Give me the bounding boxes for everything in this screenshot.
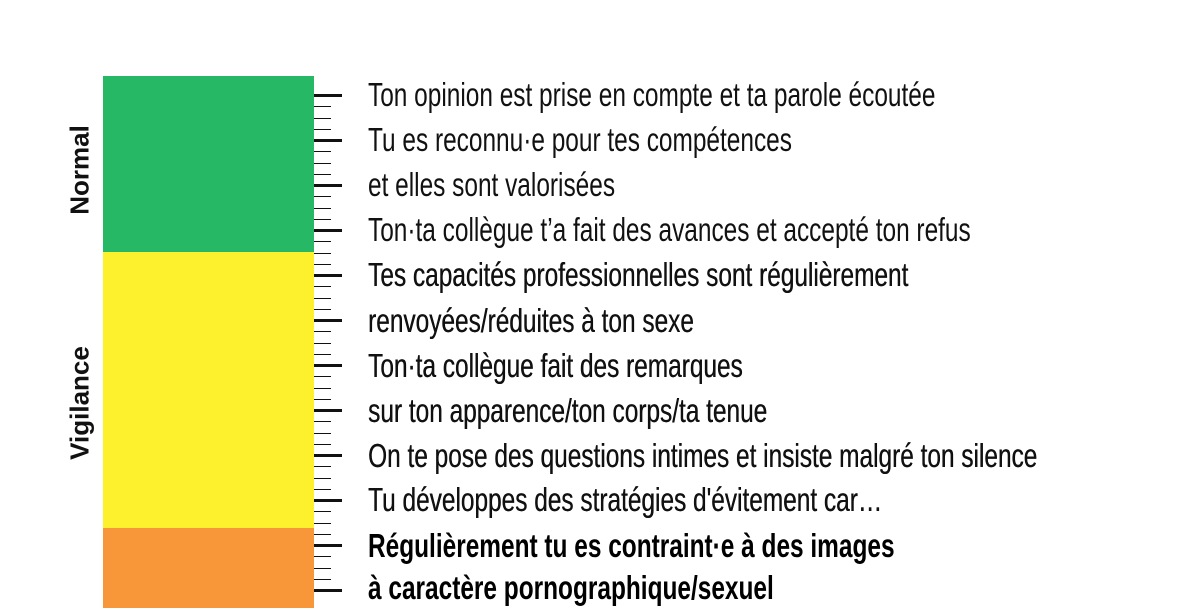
minor-tick: [314, 478, 331, 479]
minor-tick: [314, 399, 331, 400]
statement-line-7: Ton·ta collègue fait des remarques: [368, 347, 743, 384]
minor-tick: [314, 444, 331, 445]
minor-tick: [314, 556, 331, 557]
major-tick: [314, 94, 342, 97]
minor-tick: [314, 466, 331, 467]
statement-line-10: Tu développes des stratégies d'évitement car…: [368, 481, 883, 518]
minor-tick: [314, 354, 331, 355]
statement-line-4: Ton·ta collègue t’a fait des avances et accepté ton refus: [368, 211, 971, 248]
minor-tick: [314, 511, 331, 512]
minor-tick: [314, 241, 331, 242]
major-tick: [314, 409, 342, 412]
minor-tick: [314, 433, 331, 434]
zone-normal-band: [103, 76, 314, 252]
minor-tick: [314, 523, 331, 524]
minor-tick: [314, 388, 331, 389]
statement-line-2: Tu es reconnu·e pour tes compétences: [368, 121, 792, 158]
minor-tick: [314, 264, 331, 265]
major-tick: [314, 364, 342, 367]
zone-vigilance-band: [103, 252, 314, 528]
minor-tick: [314, 196, 331, 197]
statement-line-6: renvoyées/réduites à ton sexe: [368, 302, 694, 339]
minor-tick: [314, 174, 331, 175]
minor-tick: [314, 489, 331, 490]
major-tick: [314, 274, 342, 277]
zone-vigilance-label: Vigilance: [64, 346, 95, 460]
minor-tick: [314, 208, 331, 209]
minor-tick: [314, 534, 331, 535]
zone-normal-label: Normal: [64, 125, 95, 215]
major-tick: [314, 229, 342, 232]
minor-tick: [314, 151, 331, 152]
minor-tick: [314, 579, 331, 580]
minor-tick: [314, 106, 331, 107]
minor-tick: [314, 129, 331, 130]
minor-tick: [314, 219, 331, 220]
statement-line-8: sur ton apparence/ton corps/ta tenue: [368, 392, 768, 429]
minor-tick: [314, 298, 331, 299]
minor-tick: [314, 118, 331, 119]
minor-tick: [314, 286, 331, 287]
statement-line-1: Ton opinion est prise en compte et ta parole écoutée: [368, 76, 936, 113]
statement-line-11: Régulièrement tu es contraint·e à des images: [368, 527, 895, 564]
minor-tick: [314, 421, 331, 422]
minor-tick: [314, 331, 331, 332]
minor-tick: [314, 376, 331, 377]
minor-tick: [314, 163, 331, 164]
major-tick: [314, 319, 342, 322]
minor-tick: [314, 568, 331, 569]
major-tick: [314, 544, 342, 547]
zone-danger-band: [103, 528, 314, 608]
statement-line-3: et elles sont valorisées: [368, 166, 616, 203]
major-tick: [314, 184, 342, 187]
statement-line-5: Tes capacités professionnelles sont régulièrement: [368, 256, 909, 293]
minor-tick: [314, 253, 331, 254]
minor-tick: [314, 343, 331, 344]
major-tick: [314, 589, 342, 592]
major-tick: [314, 499, 342, 502]
minor-tick: [314, 309, 331, 310]
major-tick: [314, 454, 342, 457]
statement-line-12: à caractère pornographique/sexuel: [368, 569, 774, 606]
major-tick: [314, 139, 342, 142]
statement-line-9: On te pose des questions intimes et insiste malgré ton silence: [368, 437, 1038, 474]
